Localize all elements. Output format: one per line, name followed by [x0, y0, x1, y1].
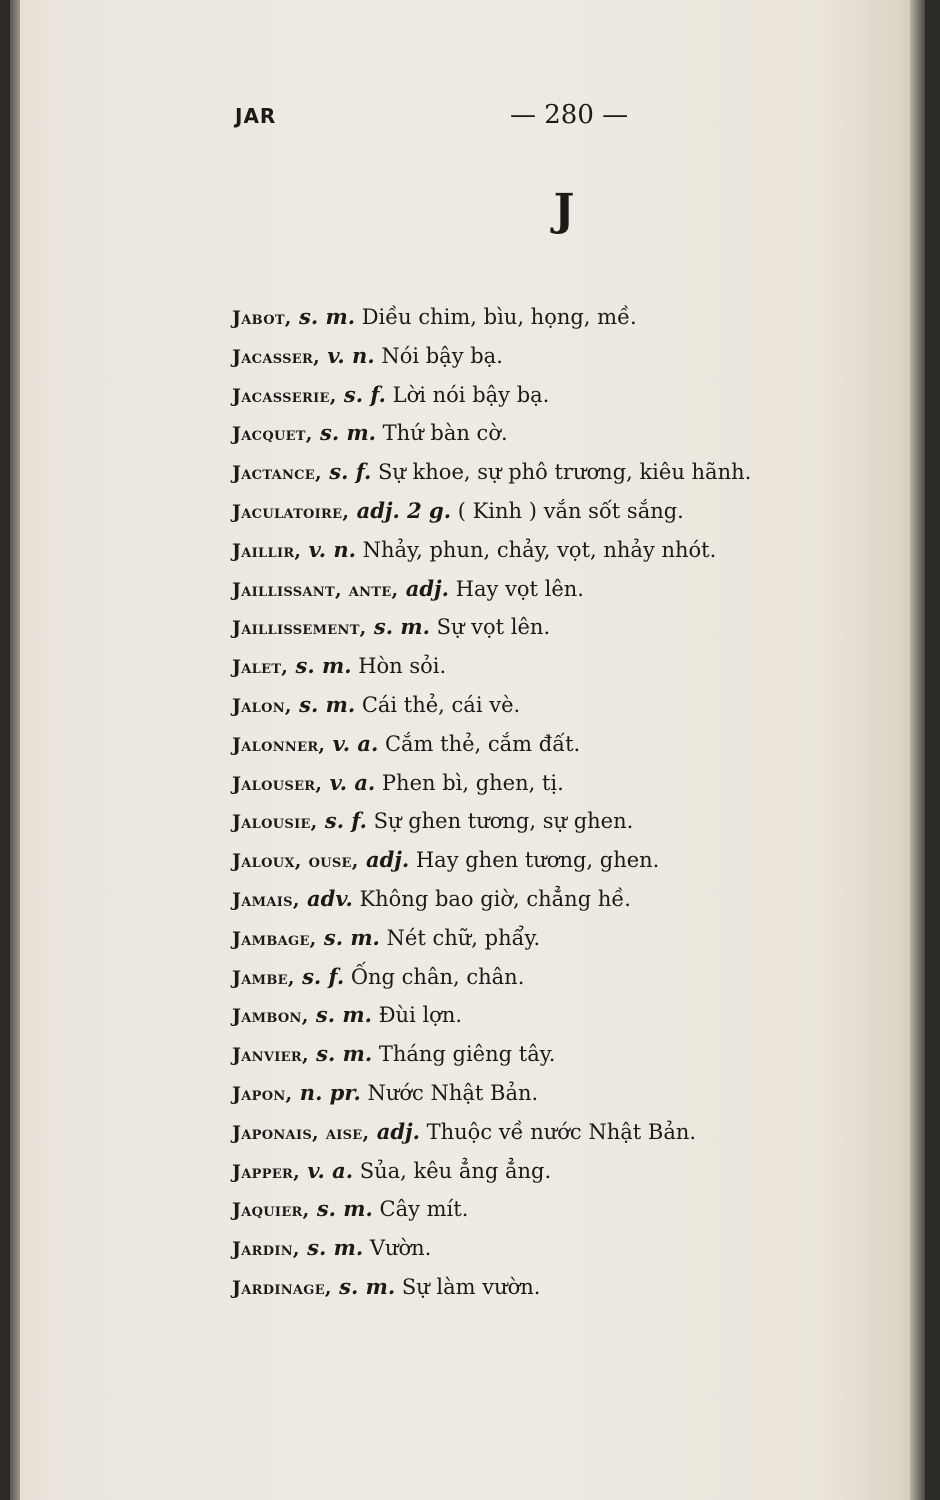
entry-headword: Jacquet, [232, 423, 313, 446]
entry-grammar: v. n. [301, 536, 356, 562]
dictionary-entry [232, 996, 872, 1035]
dictionary-entry [232, 453, 872, 492]
entry-grammar: n. pr. [292, 1079, 361, 1105]
entry-headword: Jaloux, ouse, [232, 850, 359, 873]
dictionary-entry [232, 725, 872, 764]
entry-headword: Jactance, [232, 462, 322, 485]
entry-definition: Cái thẻ, cái vè. [355, 692, 521, 717]
entry-definition: Hòn sỏi. [351, 654, 447, 679]
dictionary-entry [232, 1152, 872, 1191]
entry-headword: Japper, [232, 1160, 301, 1183]
entry-grammar: adv. [299, 885, 353, 911]
entry-headword: Japon, [232, 1082, 293, 1105]
entry-definition: Thứ bàn cờ. [375, 421, 508, 446]
running-head: JAR [235, 104, 277, 128]
dictionary-entry [232, 1190, 872, 1229]
book-page [10, 0, 925, 1500]
entry-grammar: s. m. [308, 1041, 373, 1067]
entry-headword: Jalet, [232, 656, 289, 679]
dictionary-entry [232, 1268, 872, 1307]
dictionary-entry [232, 841, 872, 880]
section-letter: J [553, 185, 575, 236]
entry-grammar: s. f. [317, 808, 367, 834]
dictionary-entry [232, 298, 872, 337]
dictionary-entry [232, 958, 872, 997]
entry-headword: Jacasser, [232, 345, 321, 368]
entry-grammar: s. f. [321, 459, 372, 485]
entry-grammar: s. m. [291, 691, 356, 717]
entry-headword: Jaillir, [232, 539, 302, 562]
entry-definition: Sự khoe, sự phô trương, kiêu hãnh. [371, 460, 752, 485]
entry-headword: Jambon, [232, 1005, 309, 1028]
entry-definition: Thuộc về nước Nhật Bản. [419, 1119, 697, 1144]
entry-grammar: s. m. [366, 614, 430, 640]
entry-grammar: adj. [369, 1118, 420, 1144]
entry-definition: Sự vọt lên. [429, 615, 551, 640]
entry-definition: Tháng giêng tây. [372, 1042, 556, 1067]
entry-definition: Hay ghen tương, ghen. [409, 848, 660, 873]
entry-headword: Jalouser, [232, 772, 323, 795]
entry-definition: Phen bì, ghen, tị. [375, 770, 564, 795]
entry-definition: Hay vọt lên. [448, 576, 584, 601]
dictionary-entry [232, 1035, 872, 1074]
entry-grammar: v. n. [320, 342, 375, 368]
dictionary-entry-list [232, 298, 872, 1307]
entry-definition: Vườn. [363, 1236, 432, 1261]
dictionary-entry [232, 337, 872, 376]
entry-definition: Không bao giờ, chẳng hề. [352, 886, 631, 911]
entry-definition: Cây mít. [372, 1197, 469, 1222]
entry-headword: Jaillissement, [232, 617, 367, 640]
entry-definition: Nước Nhật Bản. [360, 1080, 539, 1105]
dictionary-entry [232, 919, 872, 958]
entry-headword: Jaquier, [232, 1199, 310, 1222]
entry-headword: Jambe, [232, 966, 295, 989]
entry-headword: Jalonner, [232, 733, 326, 756]
entry-grammar: s. m. [312, 420, 376, 446]
dictionary-entry [232, 686, 872, 725]
entry-headword: Jardinage, [232, 1276, 332, 1299]
entry-grammar: s. m. [316, 924, 380, 950]
dictionary-entry [232, 570, 872, 609]
dictionary-entry [232, 1113, 872, 1152]
entry-grammar: s. m. [291, 304, 356, 329]
entry-definition: Sự làm vườn. [395, 1274, 541, 1299]
entry-definition: Ống chân, chân. [344, 964, 525, 989]
entry-grammar: s. m. [331, 1273, 396, 1299]
entry-definition: Nét chữ, phẩy. [379, 925, 541, 950]
entry-definition: Diều chim, bìu, họng, mề. [355, 305, 637, 329]
entry-headword: Jamais, [232, 888, 300, 911]
dictionary-entry [232, 376, 872, 415]
dictionary-entry [232, 1229, 872, 1268]
entry-grammar: v. a. [325, 730, 379, 756]
page-number: — 280 — [510, 100, 629, 130]
dictionary-entry [232, 531, 872, 570]
entry-headword: Japonais, aise, [232, 1121, 370, 1144]
entry-headword: Jardin, [232, 1238, 300, 1261]
entry-definition: Sự ghen tương, sự ghen. [366, 809, 634, 834]
entry-definition: Nhảy, phun, chảy, vọt, nhảy nhót. [355, 537, 717, 562]
entry-definition: Sủa, kêu ẳng ẳng. [353, 1158, 552, 1183]
dictionary-entry [232, 1074, 872, 1113]
entry-headword: Jabot, [232, 307, 292, 329]
dictionary-entry [232, 492, 872, 531]
entry-headword: Jaillissant, ante, [232, 578, 399, 601]
dictionary-entry [232, 802, 872, 841]
dictionary-entry [232, 414, 872, 453]
entry-definition: Lời nói bậy bạ. [385, 382, 550, 407]
entry-grammar: adj. [358, 847, 410, 873]
entry-definition: ( Kinh ) vắn sốt sắng. [451, 498, 684, 523]
entry-headword: Jaculatoire, [232, 500, 350, 523]
entry-grammar: s. m. [309, 1196, 373, 1222]
entry-definition: Cắm thẻ, cắm đất. [378, 731, 581, 756]
dictionary-entry [232, 880, 872, 919]
dictionary-entry [232, 608, 872, 647]
entry-grammar: s. m. [299, 1235, 364, 1261]
entry-headword: Janvier, [232, 1044, 309, 1067]
entry-definition: Nói bậy bạ. [374, 343, 503, 368]
entry-grammar: s. f. [294, 963, 345, 989]
entry-grammar: v. a. [322, 769, 376, 795]
entry-definition: Đùi lợn. [371, 1003, 463, 1028]
entry-grammar: s. f. [336, 381, 386, 407]
entry-grammar: s. m. [288, 653, 352, 679]
entry-headword: Jalon, [232, 694, 292, 717]
entry-headword: Jambage, [232, 927, 317, 950]
entry-grammar: s. m. [308, 1002, 372, 1028]
entry-grammar: adj. 2 g. [349, 497, 452, 523]
dictionary-entry [232, 647, 872, 686]
entry-headword: Jalousie, [232, 811, 318, 834]
dictionary-entry [232, 764, 872, 803]
entry-grammar: adj. [398, 575, 449, 601]
entry-grammar: v. a. [300, 1157, 354, 1183]
entry-headword: Jacasserie, [232, 384, 337, 407]
